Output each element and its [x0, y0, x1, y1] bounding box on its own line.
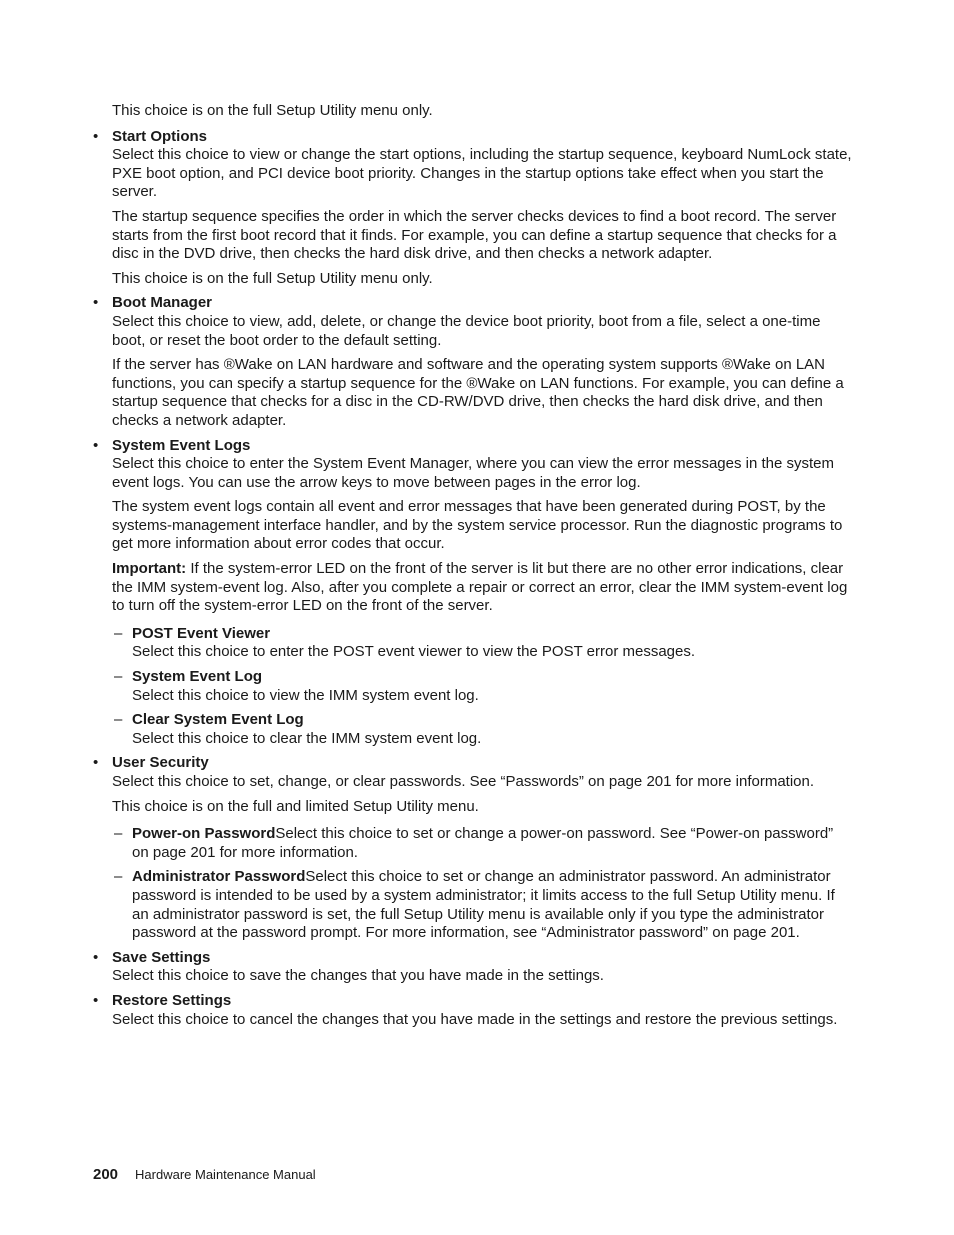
sub-item-text: Select this choice to set or change an administrator password. An administrator password is intended to be used by a system administrator; it limits access to the full Setup Utility menu. If an administrator password is set, the full Setup Utility menu is available only if you type the administrator password at the password prompt. For more information, see “Administrator password” on page 201. — [132, 868, 835, 942]
item-text: Select this choice to view or change the start options, including the startup sequence, keyboard NumLock state, PXE boot option, and PCI device boot priority. Changes in the startup options take effect when you start the server. — [112, 146, 852, 201]
list-item-save-settings — [93, 949, 853, 986]
item-title: User Security — [112, 754, 209, 772]
item-text: The system event logs contain all event and error messages that have been generated during POST, by the systems-management interface handler, and by the system service processor. Run the diagnostic programs to get more information about error codes that occur. — [112, 498, 843, 553]
page-number: 200 — [93, 1166, 119, 1183]
sub-item-text: Select this choice to enter the POST event viewer to view the POST error messages. — [132, 643, 696, 661]
item-text: Select this choice to save the changes that you have made in the settings. — [112, 967, 604, 985]
list-item-user-security — [93, 754, 853, 816]
item-title: Save Settings — [112, 948, 211, 966]
manual-title: Hardware Maintenance Manual — [135, 1167, 316, 1182]
sub-item-system-event-log — [112, 668, 853, 705]
item-title: System Event Logs — [112, 436, 251, 454]
sub-item-post-event-viewer — [112, 625, 853, 662]
item-text: Select this choice to view, add, delete, or change the device boot priority, boot from a file, select a one-time boot, or reset the boot order to the default setting. — [112, 312, 821, 349]
item-text: This choice is on the full Setup Utility menu only. — [112, 269, 433, 287]
page-body — [93, 102, 853, 1029]
important-text: If the system-error LED on the front of the server is lit but there are no other error indications, clear the IMM system-event log. Also, after you complete a repair or correct an error, clear the IMM system-event log to turn off the system-error LED on the front of the server. — [112, 560, 848, 615]
sub-item-title: System Event Log — [132, 668, 263, 686]
list-item-start-options — [93, 128, 853, 289]
page-footer — [93, 1166, 316, 1185]
sub-item-text: Select this choice to set or change a power-on password. See “Power-on password” on page 201 for more information. — [132, 825, 834, 861]
item-text: If the server has ®Wake on LAN hardware and software and the operating system supports ®Wake on LAN functions, you can specify a startup sequence for the ®Wake on LAN functions. For example, you can define a startup sequence that checks for a disc in the CD-RW/DVD drive, then checks the hard disk drive, and then checks a network adapter. — [112, 356, 844, 429]
sub-item-administrator-password — [112, 868, 853, 942]
sub-item-clear-system-event-log — [112, 711, 853, 748]
item-text: Select this choice to set, change, or clear passwords. See “Passwords” on page 201 for more information. — [112, 773, 815, 790]
list-item-restore-settings — [93, 992, 853, 1029]
sub-item-title: Power-on Password — [132, 825, 276, 843]
item-text: Select this choice to enter the System Event Manager, where you can view the error messages in the system event logs. You can use the arrow keys to move between pages in the error log. — [112, 455, 835, 491]
item-text: Select this choice to cancel the changes that you have made in the settings and restore the previous settings. — [112, 1010, 838, 1028]
list-item-system-event-logs — [93, 437, 853, 616]
item-title: Restore Settings — [112, 991, 232, 1009]
item-title: Start Options — [112, 127, 208, 145]
sub-item-text: Select this choice to view the IMM system event log. — [132, 686, 479, 704]
intro-note: This choice is on the full Setup Utility menu only. — [112, 102, 433, 119]
sub-item-title: Administrator Password — [132, 868, 306, 886]
important-label: Important: — [112, 560, 187, 578]
item-text: The startup sequence specifies the order in which the server checks devices to find a boot record. The server starts from the first boot record that it finds. For example, you can define a startup sequence that checks for a disc in the DVD drive, then checks the hard disk drive, and then checks a network adapter. — [112, 207, 837, 263]
sub-item-text: Select this choice to clear the IMM system event log. — [132, 729, 482, 747]
important-note — [112, 560, 853, 616]
sub-item-title: Clear System Event Log — [132, 711, 304, 729]
list-item-boot-manager — [93, 294, 853, 430]
sub-item-power-on-password — [112, 825, 853, 862]
item-text: This choice is on the full and limited Setup Utility menu. — [112, 797, 479, 815]
sub-item-title: POST Event Viewer — [132, 624, 271, 642]
item-title: Boot Manager — [112, 294, 213, 312]
